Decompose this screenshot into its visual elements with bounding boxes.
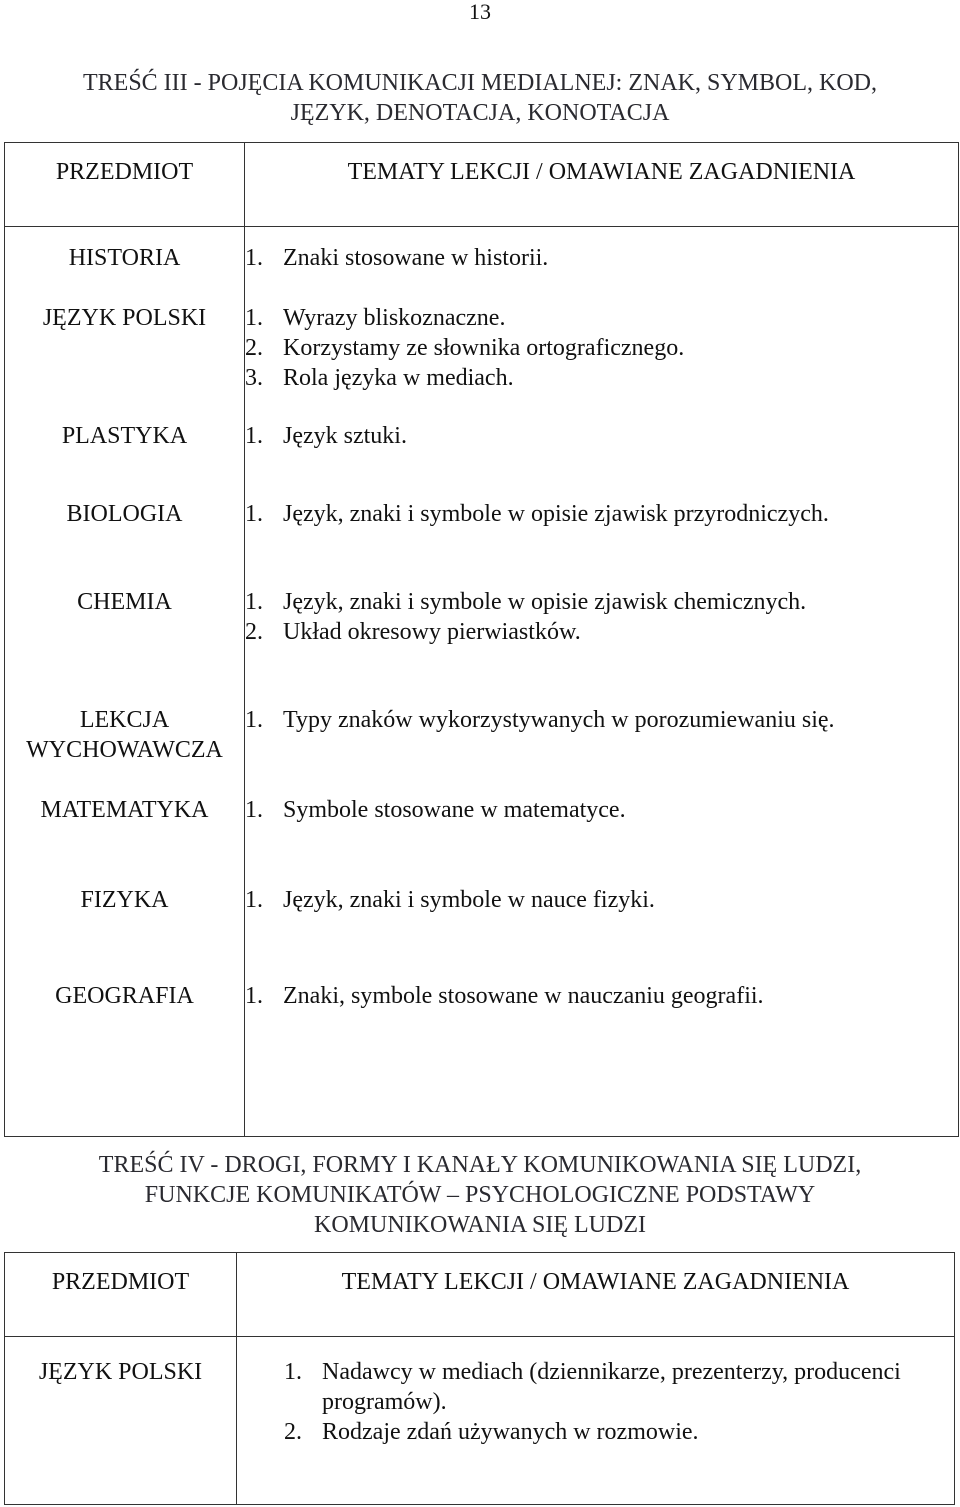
item-text: Znaki, symbole stosowane w nauczaniu geografii. xyxy=(283,983,764,1009)
section-4-title xyxy=(0,1150,960,1240)
subject-lekcja-line-2: WYCHOWAWCZA xyxy=(26,737,223,763)
subject-biologia: BIOLOGIA xyxy=(66,501,183,527)
header-topics: TEMATY LEKCJI / OMAWIANE ZAGADNIENIA xyxy=(245,143,959,227)
table-header-row xyxy=(5,143,959,227)
section-4-title-line-2: FUNKCJE KOMUNIKATÓW – PSYCHOLOGICZNE PODSTAWY xyxy=(144,1182,816,1208)
list-item xyxy=(245,587,958,617)
list-item xyxy=(245,303,958,333)
list-item xyxy=(245,981,958,1011)
subject-chemia: CHEMIA xyxy=(77,589,172,615)
subject-jezyk-polski: JĘZYK POLSKI xyxy=(5,1337,237,1505)
item-number: 1. xyxy=(245,983,263,1009)
topics-biologia xyxy=(245,499,958,587)
list-item xyxy=(245,333,958,363)
topics-geografia xyxy=(245,981,958,1041)
item-text: Nadawcy w mediach (dziennikarze, prezenterzy, producenci programów). xyxy=(322,1359,901,1415)
topics-jezyk-polski xyxy=(245,303,958,421)
table-header-row xyxy=(5,1253,955,1337)
table-body-row xyxy=(5,227,959,1137)
topics-fizyka xyxy=(245,885,958,981)
item-number: 1. xyxy=(284,1359,302,1385)
item-number: 1. xyxy=(245,245,263,271)
subject-matematyka: MATEMATYKA xyxy=(40,797,209,823)
list-item xyxy=(245,421,958,451)
item-number: 1. xyxy=(245,707,263,733)
list-item xyxy=(245,617,958,647)
section-4-title-line-1: TREŚĆ IV - DROGI, FORMY I KANAŁY KOMUNIKOWANIA SIĘ LUDZI, xyxy=(98,1152,862,1178)
topics-jezyk-polski xyxy=(237,1337,955,1505)
list-item xyxy=(245,795,958,825)
section-3-title xyxy=(0,68,960,128)
item-text: Język, znaki i symbole w opisie zjawisk chemicznych. xyxy=(283,589,807,615)
subject-lekcja-line-1: LEKCJA xyxy=(79,707,170,733)
subjects-column xyxy=(5,227,245,1137)
subject-fizyka: FIZYKA xyxy=(80,887,169,913)
header-subject: PRZEDMIOT xyxy=(5,1253,237,1337)
item-text: Rodzaje zdań używanych w rozmowie. xyxy=(322,1419,699,1445)
subject-geografia: GEOGRAFIA xyxy=(55,983,194,1009)
list-item xyxy=(245,499,958,529)
list-item xyxy=(245,705,958,735)
section-3-table xyxy=(4,142,959,1137)
list-item xyxy=(245,885,958,915)
topics-column xyxy=(245,227,959,1137)
list-item xyxy=(245,363,958,393)
item-number: 1. xyxy=(245,887,263,913)
item-number: 1. xyxy=(245,501,263,527)
list-item xyxy=(284,1357,938,1417)
topics-chemia xyxy=(245,587,958,705)
subject-jezyk-polski: JĘZYK POLSKI xyxy=(42,305,207,331)
header-topics: TEMATY LEKCJI / OMAWIANE ZAGADNIENIA xyxy=(237,1253,955,1337)
subject-historia: HISTORIA xyxy=(68,245,181,271)
item-number: 2. xyxy=(284,1419,302,1445)
item-text: Rola języka w mediach. xyxy=(283,365,514,391)
item-text: Znaki stosowane w historii. xyxy=(283,245,549,271)
item-number: 1. xyxy=(245,797,263,823)
item-text: Symbole stosowane w matematyce. xyxy=(283,797,626,823)
topics-matematyka xyxy=(245,795,958,885)
item-number: 2. xyxy=(245,619,263,645)
list-item xyxy=(245,243,958,273)
item-number: 3. xyxy=(245,365,263,391)
item-text: Typy znaków wykorzystywanych w porozumiewaniu się. xyxy=(283,707,835,733)
page-number: 13 xyxy=(469,0,491,24)
section-4-title-line-3: KOMUNIKOWANIA SIĘ LUDZI xyxy=(314,1212,646,1238)
item-number: 2. xyxy=(245,335,263,361)
item-number: 1. xyxy=(245,423,263,449)
item-text: Korzystamy ze słownika ortograficznego. xyxy=(283,335,685,361)
topics-historia xyxy=(245,243,958,303)
item-text: Wyrazy bliskoznaczne. xyxy=(283,305,506,331)
list-item xyxy=(284,1417,938,1447)
table-body-row xyxy=(5,1337,955,1505)
section-3-title-line-2: JĘZYK, DENOTACJA, KONOTACJA xyxy=(290,100,670,126)
subject-lekcja-wychowawcza xyxy=(5,705,244,795)
item-text: Język, znaki i symbole w opisie zjawisk przyrodniczych. xyxy=(283,501,829,527)
topics-lekcja-wychowawcza xyxy=(245,705,958,795)
item-text: Język, znaki i symbole w nauce fizyki. xyxy=(283,887,655,913)
section-3-title-line-1: TREŚĆ III - POJĘCIA KOMUNIKACJI MEDIALNEJ: ZNAK, SYMBOL, KOD, xyxy=(83,70,877,96)
item-number: 1. xyxy=(245,589,263,615)
section-4-table xyxy=(4,1252,955,1505)
item-text: Język sztuki. xyxy=(283,423,407,449)
subject-plastyka: PLASTYKA xyxy=(61,423,188,449)
item-number: 1. xyxy=(245,305,263,331)
item-text: Układ okresowy pierwiastków. xyxy=(283,619,581,645)
header-subject: PRZEDMIOT xyxy=(5,143,245,227)
topics-plastyka xyxy=(245,421,958,499)
